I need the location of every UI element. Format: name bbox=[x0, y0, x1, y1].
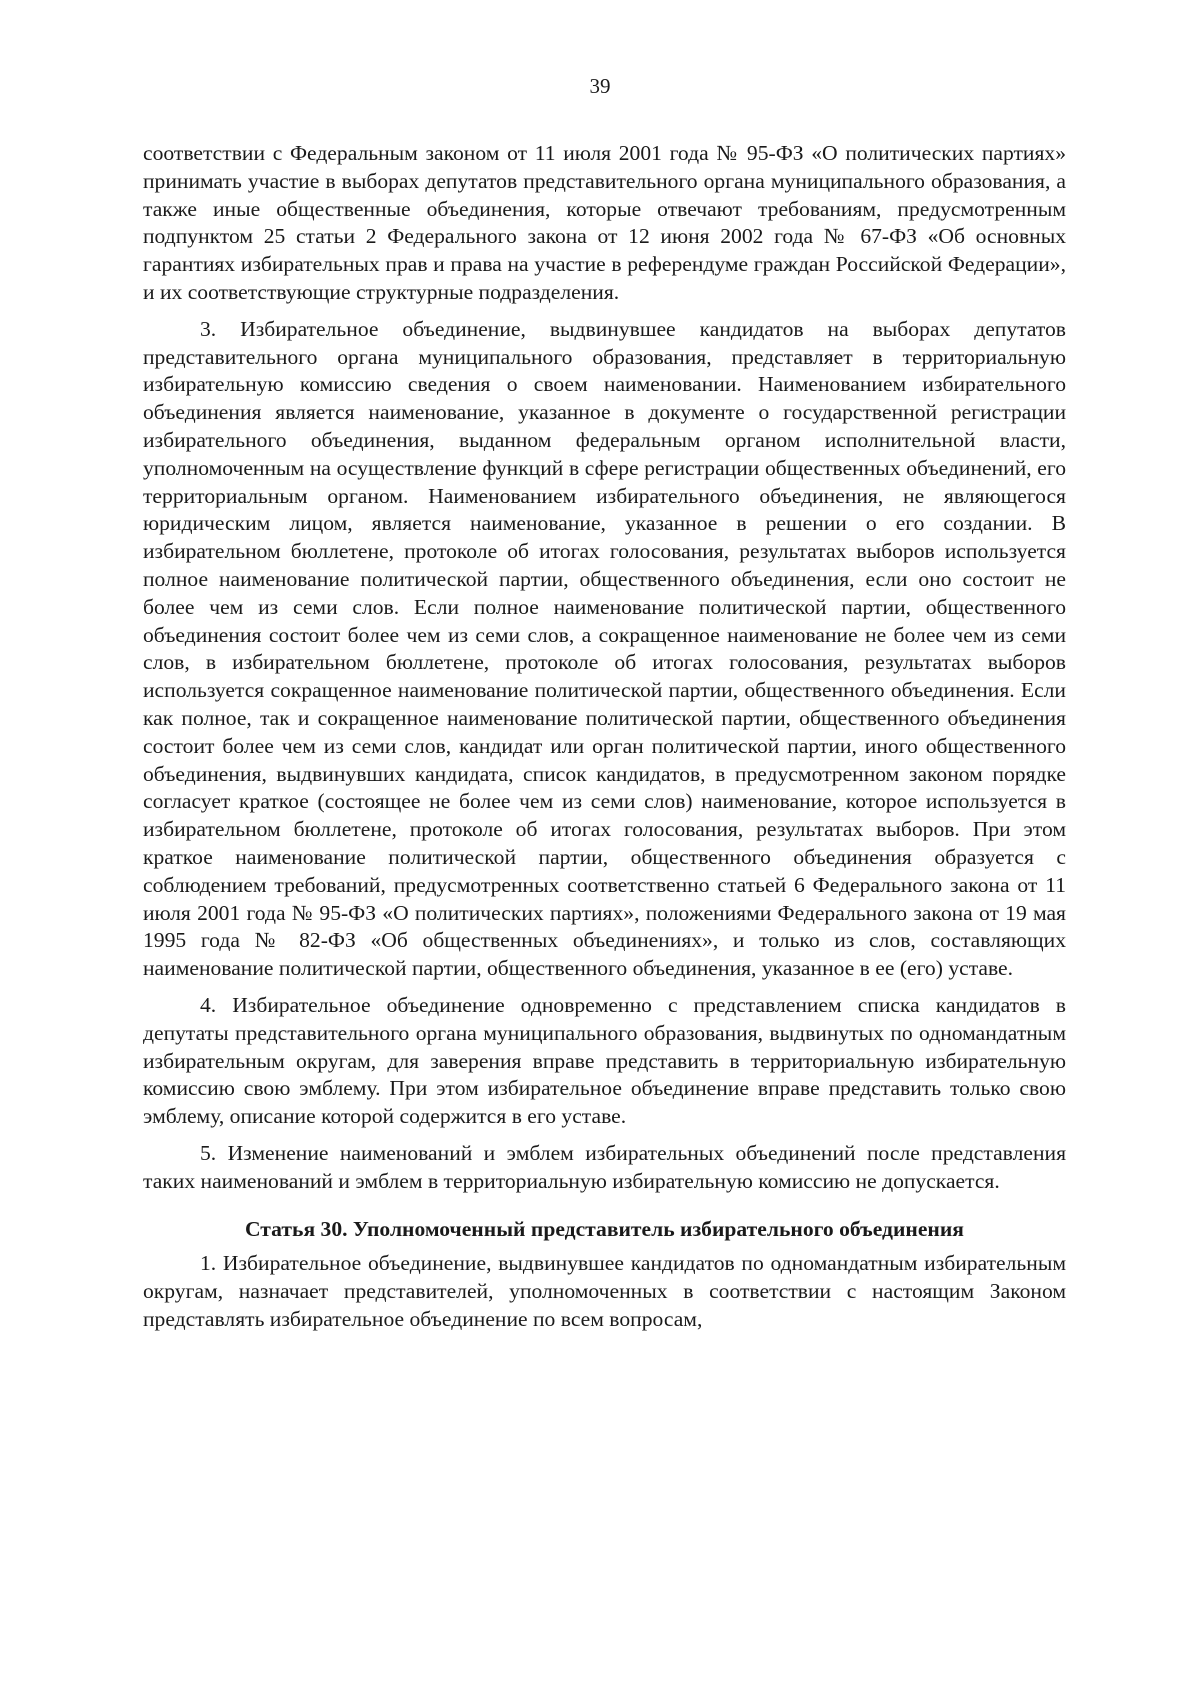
article-30-paragraph-1: 1. Избирательное объединение, выдвинувшее кандидатов по одномандатным избирательным округам, назначает представителей, уполномоченных в соответствии с настоящим Законом представлять избирательное объединение по всем вопросам, bbox=[143, 1251, 1066, 1331]
paragraph-continuation: соответствии с Федеральным законом от 11 июля 2001 года № 95-ФЗ «О политических партиях» принимать участие в выборах депутатов представительного органа муниципального образования, а также иные общественные объединения, которые отвечают требованиям, предусмотренным подпунктом 25 статьи 2 Федерального закона от 12 июня 2002 года № 67-ФЗ «Об основных гарантиях избирательных прав и права на участие в референдуме граждан Российской Федерации», и их соответствующие структурные подразделения. bbox=[143, 141, 1066, 304]
paragraph-4: 4. Избирательное объединение одновременно с представлением списка кандидатов в депутаты представительного органа муниципального образования, выдвинутых по одномандатным избирательным округам, для заверения вправе представить в территориальную избирательную комиссию свою эмблему. При этом избирательное объединение вправе представить только свою эмблему, описание которой содержится в его уставе. bbox=[143, 992, 1066, 1129]
document-body bbox=[143, 140, 1066, 1334]
paragraph-5: 5. Изменение наименований и эмблем избирательных объединений после представления таких наименований и эмблем в территориальную избирательную комиссию не допускается. bbox=[143, 1140, 1066, 1193]
page-number: 39 bbox=[589, 74, 611, 98]
paragraph-3: 3. Избирательное объединение, выдвинувшее кандидатов на выборах депутатов представительного органа муниципального образования, представляет в территориальную избирательную комиссию сведения о своем наименовании. Наименованием избирательного объединения является наименование, указанное в документе о государственной регистрации избирательного объединения, выданном федеральным органом исполнительной власти, уполномоченным на осуществление функций в сфере регистрации общественных объединений, его территориальным органом. Наименованием избирательного объединения, не являющегося юридическим лицом, является наименование, указанное в решении о его создании. В избирательном бюллетене, протоколе об итогах голосования, результатах выборов используется полное наименование политической партии, общественного объединения, если оно состоит не более чем из семи слов. Если полное наименование политической партии, общественного объединения состоит более чем из семи слов, а сокращенное наименование не более чем из семи слов, в избирательном бюллетене, протоколе об итогах голосования, результатах выборов используется сокращенное наименование политической партии, общественного объединения. Если как полное, так и сокращенное наименование политической партии, общественного объединения состоит более чем из семи слов, кандидат или орган политической партии, иного общественного объединения, выдвинувших кандидата, список кандидатов, в предусмотренном законом порядке согласует краткое (состоящее не более чем из семи слов) наименование, которое используется в избирательном бюллетене, протоколе об итогах голосования, результатах выборов. При этом краткое наименование политической партии, общественного объединения образуется с соблюдением требований, предусмотренных соответственно статьей 6 Федерального закона от 11 июля 2001 года № 95-ФЗ «О политических партиях», положениями Федерального закона от 19 мая 1995 года № 82-ФЗ «Об общественных объединениях», и только из слов, составляющих наименование политической партии, общественного объединения, указанное в ее (его) уставе. bbox=[143, 316, 1066, 981]
article-heading: Статья 30. Уполномоченный представитель избирательного объединения bbox=[245, 1217, 964, 1242]
